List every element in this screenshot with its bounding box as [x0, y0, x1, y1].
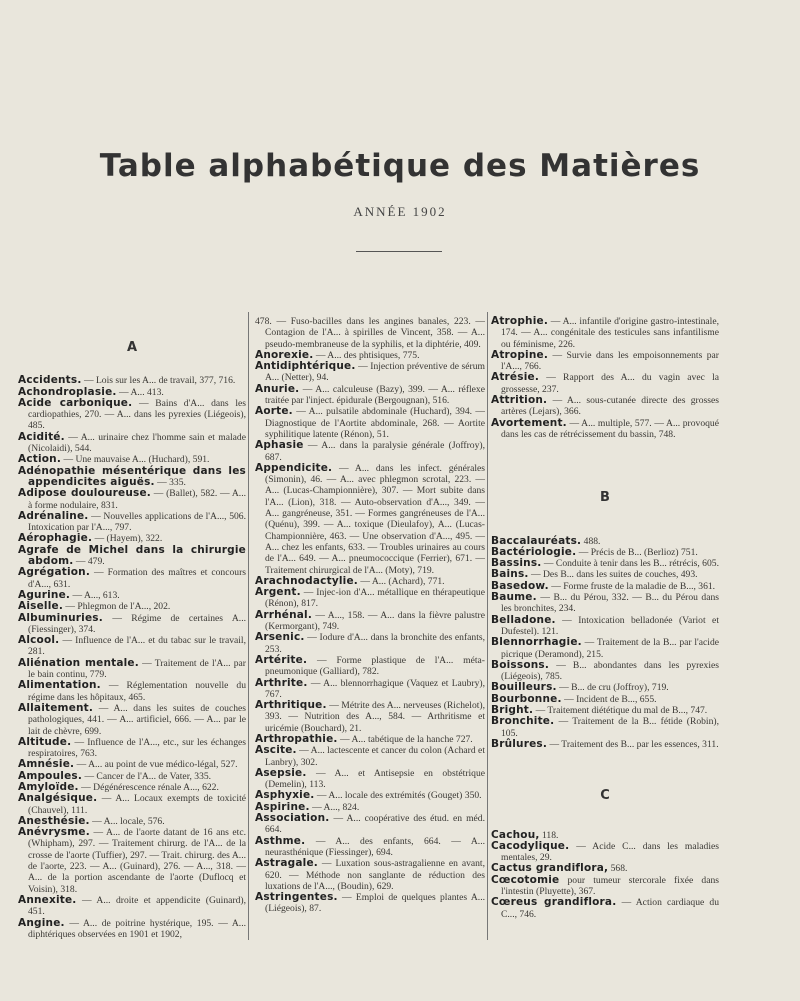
- entry-text: — Forme plastique de l'A... méta-pneumonique (Galliard), 782.: [265, 654, 485, 678]
- column-divider-2: [487, 312, 488, 940]
- section-letter-a: A: [126, 340, 138, 355]
- entry-heading: Astragale.: [255, 857, 318, 870]
- index-entry: [491, 637, 719, 660]
- entry-text: — B... abondantes dans les pyrexies (Liégeois), 785.: [501, 659, 719, 683]
- index-entry: [491, 592, 719, 615]
- entry-heading: Bouilleurs.: [491, 681, 557, 694]
- entry-heading: Acidité.: [18, 430, 65, 443]
- entry-text: — A... locale des extrémités (Gouget) 350.: [316, 790, 482, 802]
- entry-text: — A... lactescente et cancer du colon (Achard et Lanbry), 302.: [265, 745, 485, 768]
- entry-text: — A... des enfants, 664. — A... neurasthénique (Fiessinger), 694.: [265, 835, 485, 858]
- entry-heading: Ampoules.: [18, 769, 83, 782]
- index-entry: [255, 700, 485, 734]
- entry-heading: Atrésie.: [491, 371, 540, 384]
- index-entry: [18, 793, 246, 816]
- entry-heading: Amnésie.: [18, 758, 75, 771]
- index-entry: [255, 858, 485, 892]
- index-entry: [491, 841, 719, 864]
- entry-text: — A... 413.: [119, 386, 164, 398]
- entry-heading: Atrophie.: [491, 315, 549, 327]
- index-entry: [18, 827, 246, 895]
- column-divider-1: [248, 312, 249, 940]
- entry-text: — Formation des maîtres et concours d'A..., 631.: [28, 567, 246, 590]
- index-entry: [491, 418, 719, 441]
- entry-heading: Arachnodactylie.: [255, 574, 358, 587]
- entry-text: pour tumeur stercorale fixée dans l'intestin (Pluyette), 367.: [501, 874, 719, 897]
- entry-text: — Phlegmon de l'A..., 202.: [65, 601, 171, 613]
- entry-heading: Alimentation.: [18, 679, 101, 692]
- entry-heading: Agurine.: [18, 588, 71, 601]
- entry-text: — Lois sur les A... de travail, 377, 716.: [83, 375, 236, 387]
- entry-text: — Régime de certaines A... (Fiessinger), 374.: [28, 612, 246, 635]
- index-column-1: [18, 316, 246, 940]
- index-entry: [255, 587, 485, 610]
- entry-text: — Traitement de la B... par l'acide picrique (Deramond), 215.: [501, 637, 719, 660]
- entry-heading: Altitude.: [18, 735, 72, 748]
- index-entry: [491, 615, 719, 638]
- index-entry: [255, 361, 485, 384]
- index-entry: [18, 466, 246, 489]
- entry-text: — A... au point de vue médico-légal, 527.: [76, 759, 238, 771]
- entry-heading: Alcool.: [18, 634, 60, 647]
- entry-text: — A... droite et appendicite (Guinard), 451.: [28, 894, 246, 918]
- entry-text: 478. — Fuso-bacilles dans les angines banales, 223. — Contagion de l'A... à spirilles de Vincent, 358. — A... pseudo-membraneuse de la syphilis, et la diphtérie, 409.: [255, 316, 485, 350]
- title-rule: [356, 251, 442, 252]
- index-entry: [255, 610, 485, 633]
- entry-heading: Baccalauréats.: [491, 534, 582, 547]
- entry-heading: Anesthésie.: [18, 814, 90, 827]
- index-entry: [255, 463, 485, 576]
- entry-heading: Adipose douloureuse.: [18, 487, 151, 500]
- index-entry: [18, 737, 246, 760]
- entry-text: — Forme fruste de la maladie de B..., 361.: [551, 580, 716, 592]
- entry-heading: Anurie.: [255, 382, 300, 395]
- index-entry: [491, 395, 719, 418]
- entry-heading: Accidents.: [18, 374, 82, 387]
- entry-text: — Survie dans les empoisonnements par l'A..., 766.: [501, 349, 719, 373]
- entry-heading: Adénopathie mésentérique dans les appendicites aiguës.: [18, 464, 246, 488]
- index-entry: [255, 745, 485, 768]
- entry-heading: Basedow.: [491, 579, 549, 592]
- entry-heading: Amyloïde.: [18, 780, 79, 793]
- index-entry: [255, 813, 485, 836]
- entry-heading: Asepsie.: [255, 766, 307, 779]
- entry-text: — A... urinaire chez l'homme sain et malade (Nicolaidi), 544.: [28, 431, 246, 455]
- entry-text: — A... dans la paralysie générale (Joffroy), 687.: [265, 440, 485, 463]
- entry-text: — A... calculeuse (Bazy), 399. — A... réflexe traitée par l'inject. épidurale (Bergougnan), 516.: [265, 383, 485, 407]
- entry-text: — A... dans les suites de couches pathologiques, 441. — A... artificiel, 666. — A... par le lait de chèvre, 699.: [28, 702, 246, 737]
- entry-text: — Injection préventive de sérum A... (Netter), 94.: [265, 361, 485, 384]
- index-entry: [18, 895, 246, 918]
- index-entry: [255, 406, 485, 440]
- entry-text: — Injec-ion d'A... métallique en thérapeutique (Rénon), 817.: [265, 587, 485, 610]
- entry-text: — 335.: [157, 476, 186, 488]
- index-entry: [491, 897, 719, 920]
- entry-heading: Annexite.: [18, 893, 77, 906]
- entry-text: — B... du Pérou, 332. — B... du Pérou dans les bronchites, 234.: [501, 592, 720, 615]
- entry-heading: Cœcotomie: [491, 873, 560, 886]
- index-entry: [18, 658, 246, 681]
- entry-heading: Adrénaline.: [18, 509, 89, 522]
- entry-text: — B... de cru (Joffroy), 719.: [559, 682, 669, 694]
- entry-heading: Aérophagie.: [18, 532, 93, 545]
- entry-text: — A... des phtisiques, 775.: [315, 349, 420, 361]
- index-entry: [255, 768, 485, 791]
- entry-text: — Conduite à tenir dans les B... rétrécis, 605.: [543, 558, 719, 570]
- entry-heading: Aspirine.: [255, 800, 310, 813]
- entry-text: — A... tabétique de la hanche 727.: [340, 733, 473, 745]
- entry-heading: Arrhénal.: [255, 608, 313, 621]
- entry-heading: Bassins.: [491, 557, 542, 570]
- entry-heading: Arthropathie.: [255, 732, 338, 745]
- entry-text: — A... sous-cutanée directe des grosses artères (Lejars), 366.: [501, 395, 719, 418]
- index-entry: [491, 660, 719, 683]
- entry-heading: Acide carbonique.: [18, 396, 133, 409]
- entry-heading: Anévrysme.: [18, 826, 90, 839]
- entry-text: — A... de poitrine hystérique, 195. — A... diphtériques observées en 1901 et 1902,: [28, 917, 246, 940]
- entry-text: — Acide C... dans les maladies mentales, 29.: [501, 840, 719, 864]
- entry-text: — Traitement de la B... fétide (Robin), 105.: [501, 716, 719, 739]
- index-entry: [491, 316, 719, 350]
- index-entry: [18, 680, 246, 703]
- index-entry: [18, 488, 246, 511]
- index-entry: [491, 716, 719, 739]
- index-entry: [491, 739, 719, 750]
- entry-heading: Aphasie: [255, 439, 304, 452]
- entry-heading: Action.: [18, 453, 62, 466]
- entry-text: — Traitement diététique du mal de B..., 747.: [535, 705, 708, 717]
- entry-text: — Influence de l'A... et du tabac sur le travail, 281.: [28, 635, 246, 658]
- entry-heading: Association.: [255, 812, 330, 825]
- entry-heading: Bourbonne.: [491, 692, 562, 705]
- entry-heading: Analgésique.: [18, 792, 98, 805]
- entry-heading: Agrafe de Michel dans la chirurgie abdom.: [18, 543, 246, 568]
- entry-text: — A... de l'aorte datant de 16 ans etc. (Whipham), 297. — Traitement chirurg. de l'A... de la crosse de l'aorte (Tuffier), 297. — Trait. chirurg. des A... de l'aorte, 223. — A... (Guinard), 276. — A..., 318. — A... de la portion ascendante de l'aorte (Duflocq et Voisin), 318.: [28, 827, 246, 895]
- entry-text: — Métrite des A... nerveuses (Richelot), 393. — Nutrition des A..., 584. — Arthritisme et uricémie (Bouchard), 21.: [265, 700, 485, 734]
- entry-text: — A... et Antisepsie en obstétrique (Demelin), 113.: [265, 767, 485, 791]
- entry-text: — Intoxication belladonée (Variot et Dufestel). 121.: [501, 614, 719, 637]
- entry-heading: Bright.: [491, 704, 534, 717]
- index-entry: [18, 613, 246, 636]
- entry-heading: Aliénation mentale.: [18, 656, 139, 669]
- entry-heading: Blennorrhagie.: [491, 636, 582, 649]
- entry-heading: Artérite.: [255, 653, 308, 666]
- entry-text: — A... locale, 576.: [92, 815, 165, 827]
- entry-heading: Arthrite.: [255, 676, 308, 689]
- entry-text: — Traitement des B... par les essences, 311.: [549, 738, 719, 750]
- index-entry: [18, 545, 246, 568]
- entry-text: — Bains d'A... dans les cardiopathies, 270. — A... dans les pyrexies (Liégeois), 485.: [28, 397, 246, 432]
- entry-text: — A... multiple, 577. — A... provoqué dans les cas de rétrécissement du bassin, 748.: [501, 417, 719, 440]
- entry-heading: Atropine.: [491, 348, 549, 361]
- index-entry: [491, 875, 719, 898]
- entry-heading: Asphyxie.: [255, 789, 315, 802]
- entry-heading: Ascite.: [255, 744, 297, 757]
- index-entry: [255, 678, 485, 701]
- entry-heading: Albuminuries.: [18, 611, 103, 624]
- index-entry: [18, 398, 246, 432]
- entry-text: — Incident de B..., 655.: [564, 693, 657, 705]
- entry-text: — A..., 158. — A... dans la fièvre palustre (Kermorgant), 749.: [265, 609, 485, 633]
- section-letter-c: C: [600, 788, 610, 804]
- entry-text: — Nouvelles applications de l'A..., 506. Intoxication par l'A..., 797.: [28, 510, 246, 534]
- entry-text: — A... pulsatile abdominale (Huchard), 394. — Diagnostique de l'Aortite abdominale, 268. — Aortite syphilitique latente (Rénon), 51.: [265, 406, 485, 440]
- index-entry: [18, 918, 246, 941]
- entry-text: — Dégénérescence rénale A..., 622.: [81, 781, 219, 793]
- index-entry: [255, 655, 485, 678]
- entry-text: 118.: [541, 829, 559, 841]
- entry-text: — A... Locaux exempts de toxicité (Chauvel), 111.: [28, 793, 246, 816]
- entry-text: — A... blennorrhagique (Vaquez et Laubry), 767.: [265, 677, 485, 700]
- index-entry: [491, 372, 719, 395]
- entry-text: — Luxation sous-astragalienne en avant, 620. — Méthode non sanglante de réduction des luxations de l'A..., (Boudin), 629.: [265, 858, 485, 892]
- section-letter-b: B: [600, 490, 610, 506]
- index-entry: [18, 567, 246, 590]
- entry-heading: Anorexie.: [255, 348, 314, 361]
- entry-heading: Arsenic.: [255, 631, 305, 644]
- entry-text: 488.: [583, 535, 601, 547]
- entry-heading: Attrition.: [491, 394, 548, 407]
- entry-heading: Allaitement.: [18, 701, 94, 714]
- entry-heading: Avortement.: [491, 416, 567, 429]
- entry-heading: Arthritique.: [255, 699, 327, 712]
- entry-text: — Des B... dans les suites de couches, 493.: [531, 569, 698, 581]
- entry-text: — Cancer de l'A... de Vater, 335.: [84, 770, 212, 782]
- entry-text: — A... infantile d'origine gastro-intestinale, 174. — A... congénitale des testicules sans infantilisme ou féminisme, 226.: [501, 316, 719, 350]
- entry-heading: Cœreus grandiflora.: [491, 896, 617, 909]
- year-subtitle: ANNÉE 1902: [353, 204, 447, 219]
- index-entry: [255, 316, 485, 350]
- entry-text: — Réglementation nouvelle du régime dans les hôpitaux, 465.: [28, 680, 246, 703]
- entry-heading: Bains.: [491, 568, 529, 581]
- entry-heading: Cachou,: [491, 828, 540, 841]
- index-entry: [18, 703, 246, 737]
- entry-heading: Bronchite.: [491, 715, 555, 728]
- entry-text: — A..., 613.: [72, 589, 120, 601]
- entry-text: — Rapport des A... du vagin avec la grossesse, 237.: [501, 372, 719, 395]
- entry-text: — Emploi de quelques plantes A... (Liégeois), 87.: [265, 892, 485, 915]
- index-entry: [255, 632, 485, 655]
- index-entry: [255, 836, 485, 859]
- index-column-2: [255, 316, 485, 915]
- entry-text: — A... coopérative des étud. en méd. 664.: [265, 813, 486, 836]
- entry-text: — A... dans les infect. générales (Simonin), 46. — A... avec phlegmon scrotal, 223. — A... (Lucas-Championnière), 307. — Mort subite dans l'A... (Lion), 318. — Auto-observation d'A..., 349. — A... gangréneuse, 351. — Formes gangréneuses de l'A... (Quénu), 399. — A... toxique (Dieulafoy), A... (Lucas-Championnière, 463. — Une observation d'A..., 495. — A... chez les enfants, 633. — Troubles urinaires au cours de l'A... 649. — A... pneumococcique (Ferrier), 671. — Traitement chirurgical de l'A... (Moty), 719.: [265, 462, 485, 576]
- entry-heading: Aorte.: [255, 405, 293, 418]
- index-entry: [255, 440, 485, 463]
- entry-heading: Belladone.: [491, 613, 556, 626]
- entry-text: — (Ballet), 582. — A... à forme nodulaire, 831.: [28, 488, 246, 511]
- page-title: Table alphabétique des Matières: [99, 148, 701, 184]
- entry-heading: Cactus grandiflora,: [491, 862, 609, 875]
- entry-heading: Achondroplasie.: [18, 385, 117, 398]
- entry-heading: Aiselle.: [18, 600, 64, 613]
- entry-heading: Argent.: [255, 586, 301, 599]
- entry-text: — (Hayem), 322.: [94, 533, 163, 545]
- entry-heading: Brûlures.: [491, 737, 548, 750]
- entry-text: — Action cardiaque du C..., 746.: [501, 897, 720, 920]
- entry-text: — Une mauvaise A... (Huchard), 591.: [63, 454, 210, 466]
- index-column-3: [491, 316, 719, 920]
- index-entry: [255, 384, 485, 407]
- index-entry: [18, 511, 246, 534]
- index-entry: [255, 892, 485, 915]
- index-entry: [18, 432, 246, 455]
- entry-heading: Asthme.: [255, 834, 306, 847]
- entry-heading: Appendicite.: [255, 461, 333, 474]
- entry-text: — Précis de B... (Berlioz) 751.: [578, 546, 698, 558]
- entry-text: — A... (Achard), 771.: [360, 575, 445, 587]
- entry-heading: Baume.: [491, 591, 537, 604]
- index-entry: [491, 350, 719, 373]
- entry-text: — Traitement de l'A... par le bain continu, 779.: [28, 657, 246, 681]
- entry-heading: Boissons.: [491, 658, 550, 671]
- entry-text: — 479.: [75, 556, 105, 568]
- entry-text: 568.: [610, 863, 628, 875]
- entry-heading: Angine.: [18, 916, 65, 929]
- entry-heading: Cacodylique.: [491, 839, 570, 852]
- entry-heading: Astringentes.: [255, 891, 338, 904]
- entry-text: — A..., 824.: [312, 801, 360, 813]
- entry-heading: Agrégation.: [18, 566, 91, 579]
- entry-text: — Influence de l'A..., etc., sur les échanges respiratoires, 763.: [28, 736, 246, 760]
- index-entry: [18, 635, 246, 658]
- entry-text: — Iodure d'A... dans la bronchite des enfants, 253.: [265, 632, 485, 655]
- entry-heading: Bactériologie.: [491, 545, 577, 558]
- entry-heading: Antidiphtérique.: [255, 360, 356, 373]
